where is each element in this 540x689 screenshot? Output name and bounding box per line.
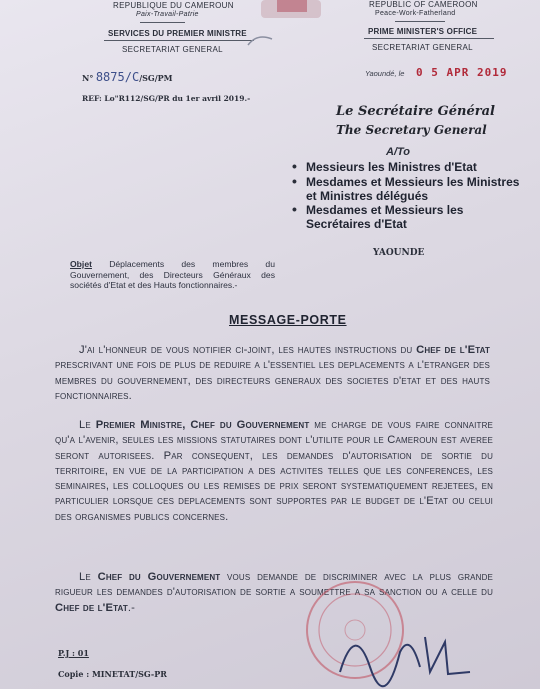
signatory-fr: Le Secrétaire Général	[336, 104, 495, 119]
handwritten-number: 8875/C	[95, 70, 140, 84]
object-text: Déplacements des membres du Gouvernement, des Directeurs Généraux des sociétés d'Etat et des Hauts fonctionnaires.-	[70, 259, 275, 290]
attachment-count: P.J : 01	[58, 648, 89, 658]
recipient-item: • Messieurs les Ministres d'Etat	[292, 158, 477, 174]
recipient-item: • Mesdames et Messieurs les Secrétaires d'Etat	[292, 201, 464, 231]
coat-of-arms-icon	[255, 0, 330, 22]
header-secretariat-en: SECRETARIAT GENERAL	[372, 43, 473, 52]
header-office-fr: SERVICES DU PREMIER MINISTRE	[108, 29, 247, 38]
divider	[140, 22, 185, 23]
header-country-fr: REPUBLIQUE DU CAMEROUN	[113, 1, 234, 10]
seal-fragment-icon	[245, 25, 275, 55]
header-secretariat-fr: SECRETARIAT GENERAL	[122, 45, 223, 54]
header-motto-en: Peace-Work-Fatherland	[375, 10, 456, 17]
divider	[364, 38, 494, 39]
copy-line: Copie : MINETAT/SG-PR	[58, 669, 167, 679]
header-office-en: PRIME MINISTER'S OFFICE	[368, 27, 478, 36]
paragraph-2: Le Premier Ministre, Chef du Gouvernement me charge de vous faire connaitre qu'a l'avenir, seules les missions statutaires dont l'utilite pour le Cameroun est averee seront autorisees. Par consequent, les demandes d'autorisation de sortie du territoire, en vue de la participation a des activites telles que les conferences, les seminaires, les colloques ou les remises de prix seront systematiquement rejetees, en particulier lorsque ces deplacements sont supportes par le budget de l'Etat ou celui des organismes publics concernes.	[55, 419, 493, 523]
to-label: A/To	[386, 146, 411, 158]
header-country-en: REPUBLIC OF CAMEROON	[369, 0, 478, 9]
divider	[104, 40, 254, 41]
reference-line: REF: Lo"R112/SG/PR du 1er avril 2019.-	[82, 94, 251, 103]
city: YAOUNDE	[373, 248, 425, 258]
recipient-item: • Mesdames et Messieurs les Ministres et Ministres délégués	[292, 173, 520, 203]
bullet-icon: •	[292, 173, 297, 189]
divider	[395, 21, 445, 22]
signatory-en: The Secretary General	[336, 123, 487, 137]
document-title: MESSAGE-PORTE	[229, 313, 347, 327]
paragraph-3: Le Chef du Gouvernement vous demande de discriminer avec la plus grande rigueur les demandes d'autorisation de sortie a soumettre a sa sanction ou a celle du Chef de l'Etat.-	[55, 571, 493, 614]
header-motto-fr: Paix-Travail-Patrie	[136, 11, 199, 18]
object-label: Objet	[70, 259, 92, 269]
date-place: Yaoundé, le	[365, 69, 405, 78]
signature-icon	[330, 612, 490, 689]
paragraph-1: J'ai l'honneur de vous notifier ci-joint, les hautes instructions du Chef de l'Etat prescrivant une fois de plus de reduire a l'essentiel les deplacements a l'etranger des membres du gouvernement, des directeurs generaux des societes d'etat et des hauts fonctionnaires.	[55, 344, 491, 402]
object-block	[70, 259, 275, 291]
date-stamp: 0 5 APR 2019	[416, 66, 508, 79]
bullet-icon: •	[292, 158, 297, 174]
reference-number: N° 8875/C/SG/PM	[82, 70, 173, 84]
bullet-icon: •	[292, 201, 297, 217]
